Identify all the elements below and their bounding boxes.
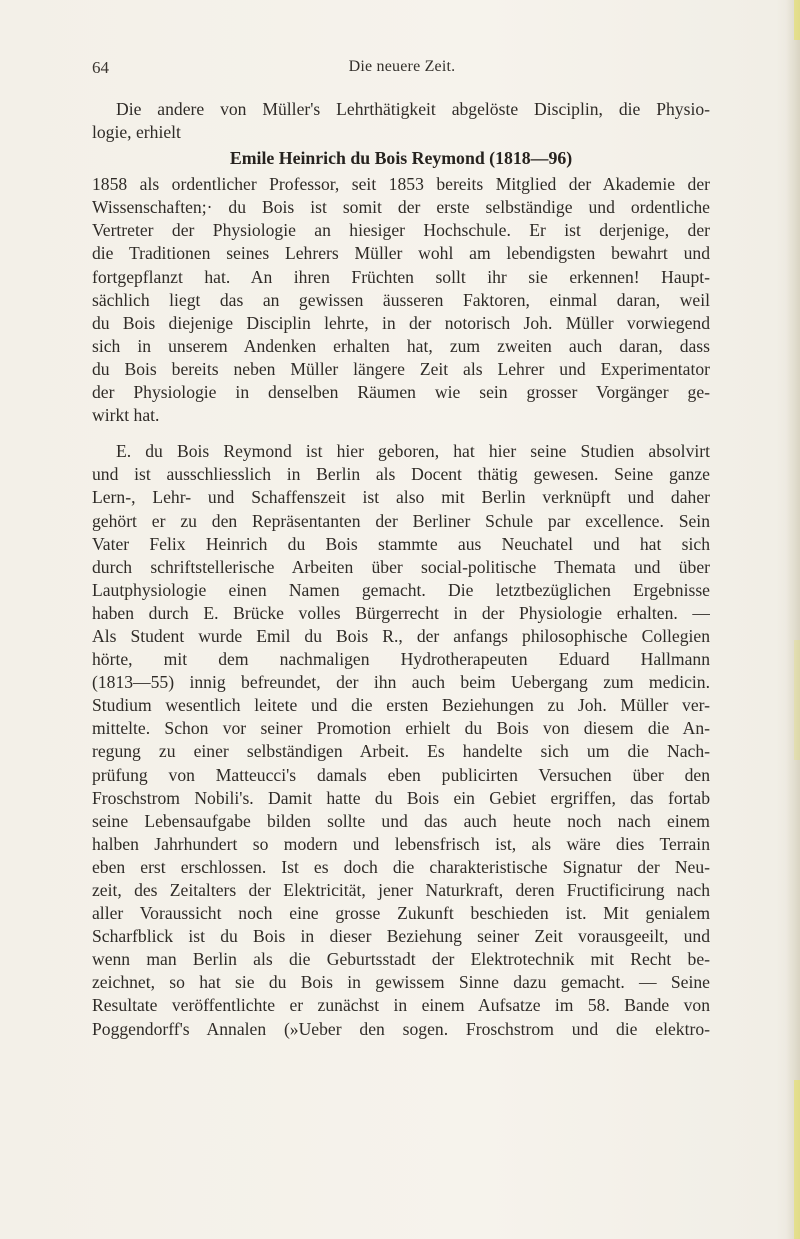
section-heading: Emile Heinrich du Bois Reymond (1818—96)	[229, 148, 573, 169]
paragraph-line: Scharfblick ist du Bois in dieser Beziehung seiner Zeit vorausgeeilt, und	[92, 926, 710, 947]
paragraph-line: prüfung von Matteucci's damals eben publicirten Versuchen über den	[92, 764, 710, 785]
paragraph-line: mittelte. Schon vor seiner Promotion erhielt du Bois von diesem die An-	[92, 718, 710, 739]
paragraph-line: (1813—55) innig befreundet, der ihn auch beim Uebergang zum medicin.	[92, 672, 710, 693]
paragraph-line: E. du Bois Reymond ist hier geboren, hat hier seine Studien absolvirt	[116, 441, 710, 462]
page-edge-shadow	[786, 0, 800, 1239]
paragraph-line: Lern-, Lehr- und Schaffenszeit ist also mit Berlin verknüpft und daher	[92, 487, 710, 508]
paragraph-line: Als Student wurde Emil du Bois R., der anfangs philosophische Collegien	[92, 625, 710, 646]
page-edge-tint	[794, 1080, 800, 1239]
paragraph-line: Poggendorff's Annalen (»Ueber den sogen. Froschstrom und die elektro-	[92, 1018, 710, 1039]
paragraph-line: durch schriftstellerische Arbeiten über social-politische Themata und über	[92, 556, 710, 577]
paragraph-line: der Physiologie in denselben Räumen wie sein grosser Vorgänger ge-	[92, 382, 710, 403]
page-header	[92, 58, 712, 84]
intro-line: logie, erhielt	[92, 122, 181, 143]
paragraph-line: wirkt hat.	[92, 405, 160, 426]
paragraph-line: sächlich liegt das an gewissen äusseren Faktoren, einmal daran, weil	[92, 289, 710, 310]
paragraph-line: gehört er zu den Repräsentanten der Berliner Schule par excellence. Sein	[92, 510, 710, 531]
paragraph-line: sich in unserem Andenken erhalten hat, zum zweiten auch daran, dass	[92, 335, 710, 356]
paragraph-line: zeit, des Zeitalters der Elektricität, jener Naturkraft, deren Fructificirung nach	[92, 880, 710, 900]
paragraph-line: 1858 als ordentlicher Professor, seit 1853 bereits Mitglied der Akademie der	[92, 174, 710, 195]
paragraph-line: Lautphysiologie einen Namen gemacht. Die letztbezüglichen Ergebnisse	[92, 579, 710, 600]
running-head: Die neuere Zeit.	[348, 58, 456, 75]
paragraph-gap	[92, 427, 710, 440]
paragraph-line: du Bois bereits neben Müller längere Zeit als Lehrer und Experimentator	[92, 358, 710, 379]
paragraph-line: hörte, mit dem nachmaligen Hydrotherapeuten Eduard Hallmann	[92, 649, 710, 670]
page-edge-tint	[794, 0, 800, 40]
paragraph-line: Froschstrom Nobili's. Damit hatte du Bois ein Gebiet ergriffen, das fortab	[92, 787, 710, 808]
paragraph-line: Resultate veröffentlichte er zunächst in einem Aufsatze im 58. Bande von	[92, 995, 710, 1016]
paragraph-line: zeichnet, so hat sie du Bois in gewissem Sinne dazu gemacht. — Seine	[92, 972, 710, 993]
paragraph-line: Wissenschaften;· du Bois ist somit der erste selbständige und ordentliche	[92, 197, 710, 218]
page-edge-tint	[794, 640, 800, 760]
body-text	[92, 98, 710, 1041]
paragraph-line: haben durch E. Brücke volles Bürgerrecht in der Physiologie erhalten. —	[92, 602, 710, 623]
paragraph-line: aller Voraussicht noch eine grosse Zukunft beschieden ist. Mit genialem	[92, 903, 710, 924]
paragraph-line: Vertreter der Physiologie an hiesiger Hochschule. Er ist derjenige, der	[92, 220, 710, 241]
paragraph-line: die Traditionen seines Lehrers Müller wohl am lebendigsten bewahrt und	[92, 243, 710, 264]
paragraph-line: eben erst erschlossen. Ist es doch die charakteristische Signatur der Neu-	[92, 856, 710, 877]
paragraph-line: seine Lebensaufgabe bilden sollte und das auch heute noch nach einem	[92, 810, 710, 831]
page-number: 64	[92, 58, 109, 77]
paragraph-line: regung zu einer selbständigen Arbeit. Es handelte sich um die Nach-	[92, 741, 710, 762]
paragraph-line: Vater Felix Heinrich du Bois stammte aus Neuchatel und hat sich	[92, 533, 710, 554]
paragraph-line: wenn man Berlin als die Geburtsstadt der Elektrotechnik mit Recht be-	[92, 949, 710, 970]
intro-line: Die andere von Müller's Lehrthätigkeit abgelöste Disciplin, die Physio-	[116, 99, 710, 119]
paragraph-line: halben Jahrhundert so modern und lebensfrisch ist, als wäre dies Terrain	[92, 833, 710, 854]
paragraph-line: Studium wesentlich leitete und die ersten Beziehungen zu Joh. Müller ver-	[92, 695, 710, 716]
paragraph-line: du Bois diejenige Disciplin lehrte, in der notorisch Joh. Müller vorwiegend	[92, 312, 710, 333]
paragraph-line: fortgepflanzt hat. An ihren Früchten sollt ihr sie erkennen! Haupt-	[92, 266, 710, 287]
paragraph-line: und ist ausschliesslich in Berlin als Docent thätig gewesen. Seine ganze	[92, 464, 710, 485]
